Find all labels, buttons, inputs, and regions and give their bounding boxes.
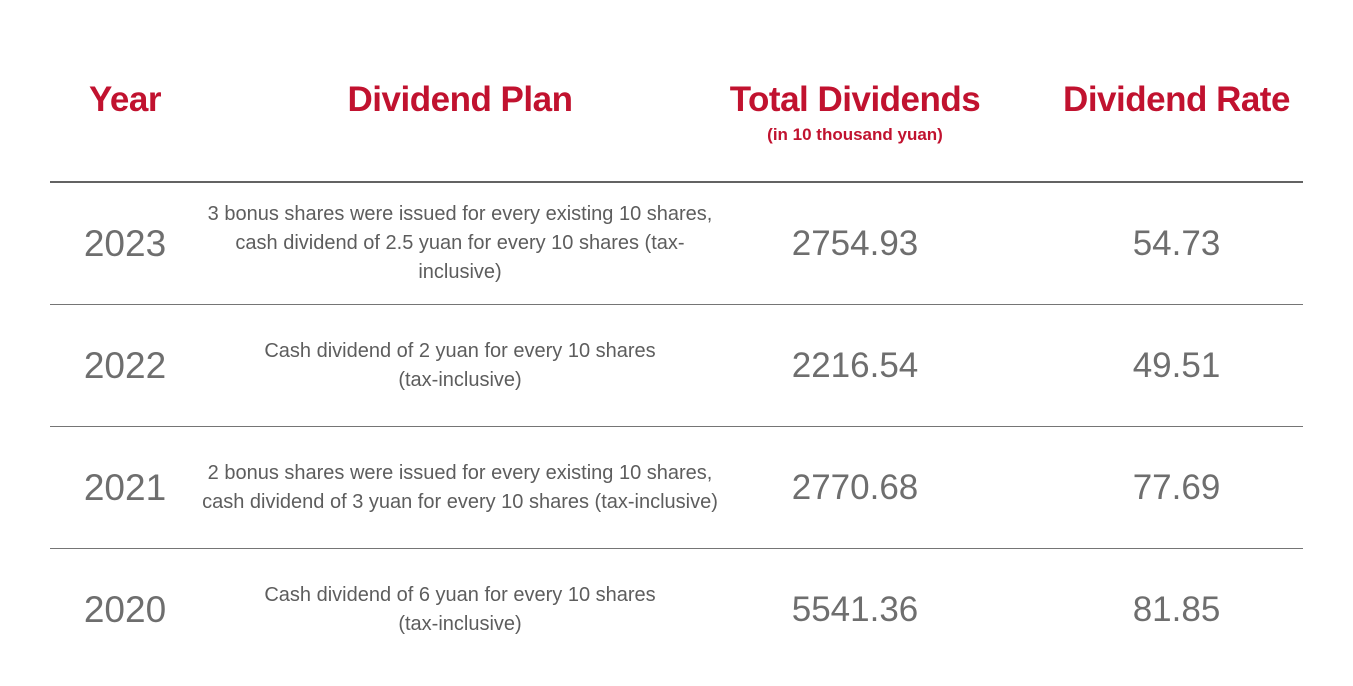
dividend-rate-value: 77.69 — [1132, 467, 1221, 507]
column-header-plan-cell — [200, 80, 720, 146]
dividend-plan-line1: Cash dividend of 6 yuan for every 10 shares — [264, 583, 656, 606]
dividend-plan-line2: cash dividend of 3 yuan for every 10 shares (tax-inclusive) — [202, 490, 718, 513]
dividend-rate-value: 54.73 — [1132, 223, 1221, 263]
table-row-2020 — [50, 549, 1303, 670]
dividend-rate-value: 81.85 — [1132, 589, 1221, 629]
total-dividends-value: 5541.36 — [791, 589, 919, 629]
year-value: 2020 — [83, 588, 167, 630]
dividend-plan-text — [200, 459, 720, 517]
dividend-plan-line2: (tax-inclusive) — [398, 368, 522, 391]
table-header-row — [50, 0, 1303, 183]
column-header-total: Total Dividends — [729, 80, 981, 119]
dividend-plan-line1: 2 bonus shares were issued for every existing 10 shares, — [207, 461, 713, 484]
column-header-total-unit: (in 10 thousand yuan) — [767, 125, 943, 144]
column-header-year-cell — [50, 80, 200, 146]
dividend-plan-line2: cash dividend of 2.5 yuan for every 10 shares (tax-inclusive) — [235, 232, 685, 283]
dividend-rate-value: 49.51 — [1132, 345, 1221, 385]
table-row-2022 — [50, 305, 1303, 427]
table-row-2021 — [50, 427, 1303, 549]
column-header-rate: Dividend Rate — [1063, 80, 1290, 119]
table-row-2023 — [50, 183, 1303, 305]
year-value: 2023 — [83, 222, 167, 264]
total-dividends-value: 2770.68 — [791, 467, 919, 507]
dividend-plan-line2: (tax-inclusive) — [398, 612, 522, 635]
dividend-plan-line1: 3 bonus shares were issued for every existing 10 shares, — [207, 203, 713, 225]
total-dividends-value: 2754.93 — [791, 223, 919, 263]
dividend-plan-text — [200, 337, 720, 395]
year-value: 2021 — [83, 466, 167, 508]
column-header-total-cell — [720, 80, 990, 146]
column-header-year: Year — [89, 80, 161, 119]
column-header-plan: Dividend Plan — [347, 80, 573, 119]
dividend-plan-text — [200, 581, 720, 639]
column-header-rate-cell — [990, 80, 1303, 146]
dividend-plan-line1: Cash dividend of 2 yuan for every 10 shares — [264, 339, 656, 362]
total-dividends-value: 2216.54 — [791, 345, 919, 385]
year-value: 2022 — [83, 344, 167, 386]
dividend-plan-text — [200, 200, 720, 287]
